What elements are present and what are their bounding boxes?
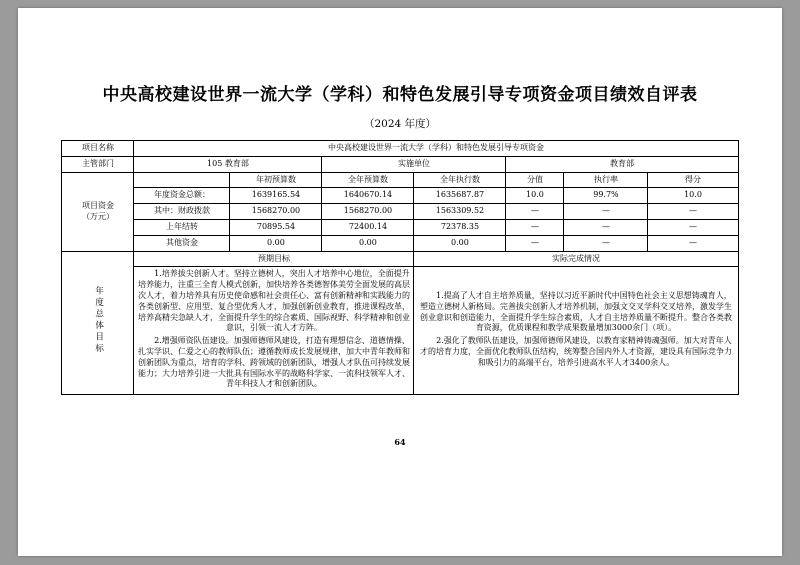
annual-overall-goal-label-text: 年度总体目标 (93, 286, 104, 356)
fund-year-exec: 1563309.52 (414, 204, 506, 220)
funds-row-label-header (134, 172, 230, 188)
table-row (62, 204, 738, 220)
fund-year-budget: 1640670.14 (322, 188, 414, 204)
fund-score: — (506, 204, 564, 220)
fund-row-label: 上年结转 (134, 219, 230, 235)
fund-row-label: 其中：财政拨款 (134, 204, 230, 220)
fund-row-label: 其他资金 (134, 235, 230, 251)
table-row (62, 172, 738, 188)
col-score: 分值 (506, 172, 564, 188)
page-subtitle: （2024 年度） (363, 118, 437, 130)
goal-expected-item: 2.增强师资队伍建设。加强师德师风建设，打造有理想信念、道德情操、扎实学识、仁爱之心的教师队伍；遵循教师成长发展规律，加大中青年教师和创新团队为重点，培育的学科、跨领域的创新团队，增强人才队伍可持续发展能力；大力培养引进一大批具有国际水平的战略科学家、一流科技领军人才、青年科技人才和创新团队。 (137, 336, 410, 389)
impl-unit-label: 实施单位 (322, 156, 506, 172)
dept-value: 105 教育部 (134, 156, 322, 172)
fund-score: 10.0 (506, 188, 564, 204)
fund-point: — (648, 235, 738, 251)
fund-exec-rate: 99.7% (564, 188, 648, 204)
fund-year-budget: 0.00 (322, 235, 414, 251)
table-row (62, 188, 738, 204)
page-title: 中央高校建设世界一流大学（学科）和特色发展引导专项资金项目绩效自评表 (102, 85, 698, 105)
fund-exec-rate: — (564, 204, 648, 220)
goal-actual-item: 2.强化了教师队伍建设，加强师德师风建设，以教育家精神铸魂强师。加大对青年人才的培育力度，全面优化教师队伍结构，统筹整合国内外人才资源，建设具有国际竞争力和吸引力的高端平台，培养引进高水平人才3400余人。 (420, 336, 732, 367)
funds-label-line1: 项目资金 (81, 200, 114, 210)
annual-overall-goal-label (62, 251, 134, 395)
fund-annual-budget: 0.00 (230, 235, 322, 251)
goal-header-expected: 预期目标 (134, 251, 414, 267)
performance-self-evaluation-table (61, 140, 738, 395)
fund-year-budget: 1568270.00 (322, 204, 414, 220)
fund-year-exec: 72378.35 (414, 219, 506, 235)
table-row (62, 267, 738, 395)
dept-label: 主管部门 (62, 156, 134, 172)
fund-point: — (648, 219, 738, 235)
col-annual-budget: 年初预算数 (230, 172, 322, 188)
funds-label-line2: （万元） (81, 211, 114, 221)
funds-section-label (62, 172, 134, 251)
goals-actual-cell (414, 267, 738, 395)
fund-exec-rate: — (564, 235, 648, 251)
fund-year-exec: 1635687.87 (414, 188, 506, 204)
fund-annual-budget: 1639165.54 (230, 188, 322, 204)
fund-exec-rate: — (564, 219, 648, 235)
goal-expected-item: 1.培养拔尖创新人才。坚持立德树人，突出人才培养中心地位，全面提升培养能力，注重三全育人模式创新，加快培养各类德智体美劳全面发展的高层次人才，着力培养具有历史使命感和社会责任心、富有创新精神和实践能力的各类创新型、应用型、复合型优秀人才，加强创新创业教育，推进课程改革，培养高精尖急缺人才，全面提升学生的综合素质、国际视野、科学精神和创业意识，引领一流人才方阵。 (137, 269, 410, 333)
fund-score: — (506, 235, 564, 251)
fund-annual-budget: 1568270.00 (230, 204, 322, 220)
fund-year-exec: 0.00 (414, 235, 506, 251)
goal-header-actual: 实际完成情况 (414, 251, 738, 267)
fund-point: — (648, 204, 738, 220)
col-point: 得分 (648, 172, 738, 188)
fund-score: — (506, 219, 564, 235)
col-year-exec: 全年执行数 (414, 172, 506, 188)
document-page (18, 8, 782, 556)
project-name-value: 中央高校建设世界一流大学（学科）和特色发展引导专项资金 (134, 141, 738, 157)
project-name-label: 项目名称 (62, 141, 134, 157)
goal-actual-item: 1.提高了人才自主培养质量，坚持以习近平新时代中国特色社会主义思想铸魂育人，塑造立德树人新格局。完善拔尖创新人才培养机制，加强文交叉学科交叉培养，激发学生创业意识和创造能力，全面提升学生综合素质，人才自主培养质量不断提升。整合各类教育资源，优质课程和教学成果数量增加3000余门（项）。 (420, 290, 732, 333)
table-row (62, 251, 738, 267)
fund-row-label: 年度资金总额： (134, 188, 230, 204)
fund-point: 10.0 (648, 188, 738, 204)
col-exec-rate: 执行率 (564, 172, 648, 188)
fund-annual-budget: 70895.54 (230, 219, 322, 235)
table-row (62, 156, 738, 172)
table-row (62, 141, 738, 157)
goals-expected-cell (134, 267, 414, 395)
page-number: 64 (394, 437, 406, 448)
col-year-budget: 全年预算数 (322, 172, 414, 188)
table-row (62, 235, 738, 251)
impl-unit-value: 教育部 (506, 156, 738, 172)
table-row (62, 219, 738, 235)
fund-year-budget: 72400.14 (322, 219, 414, 235)
